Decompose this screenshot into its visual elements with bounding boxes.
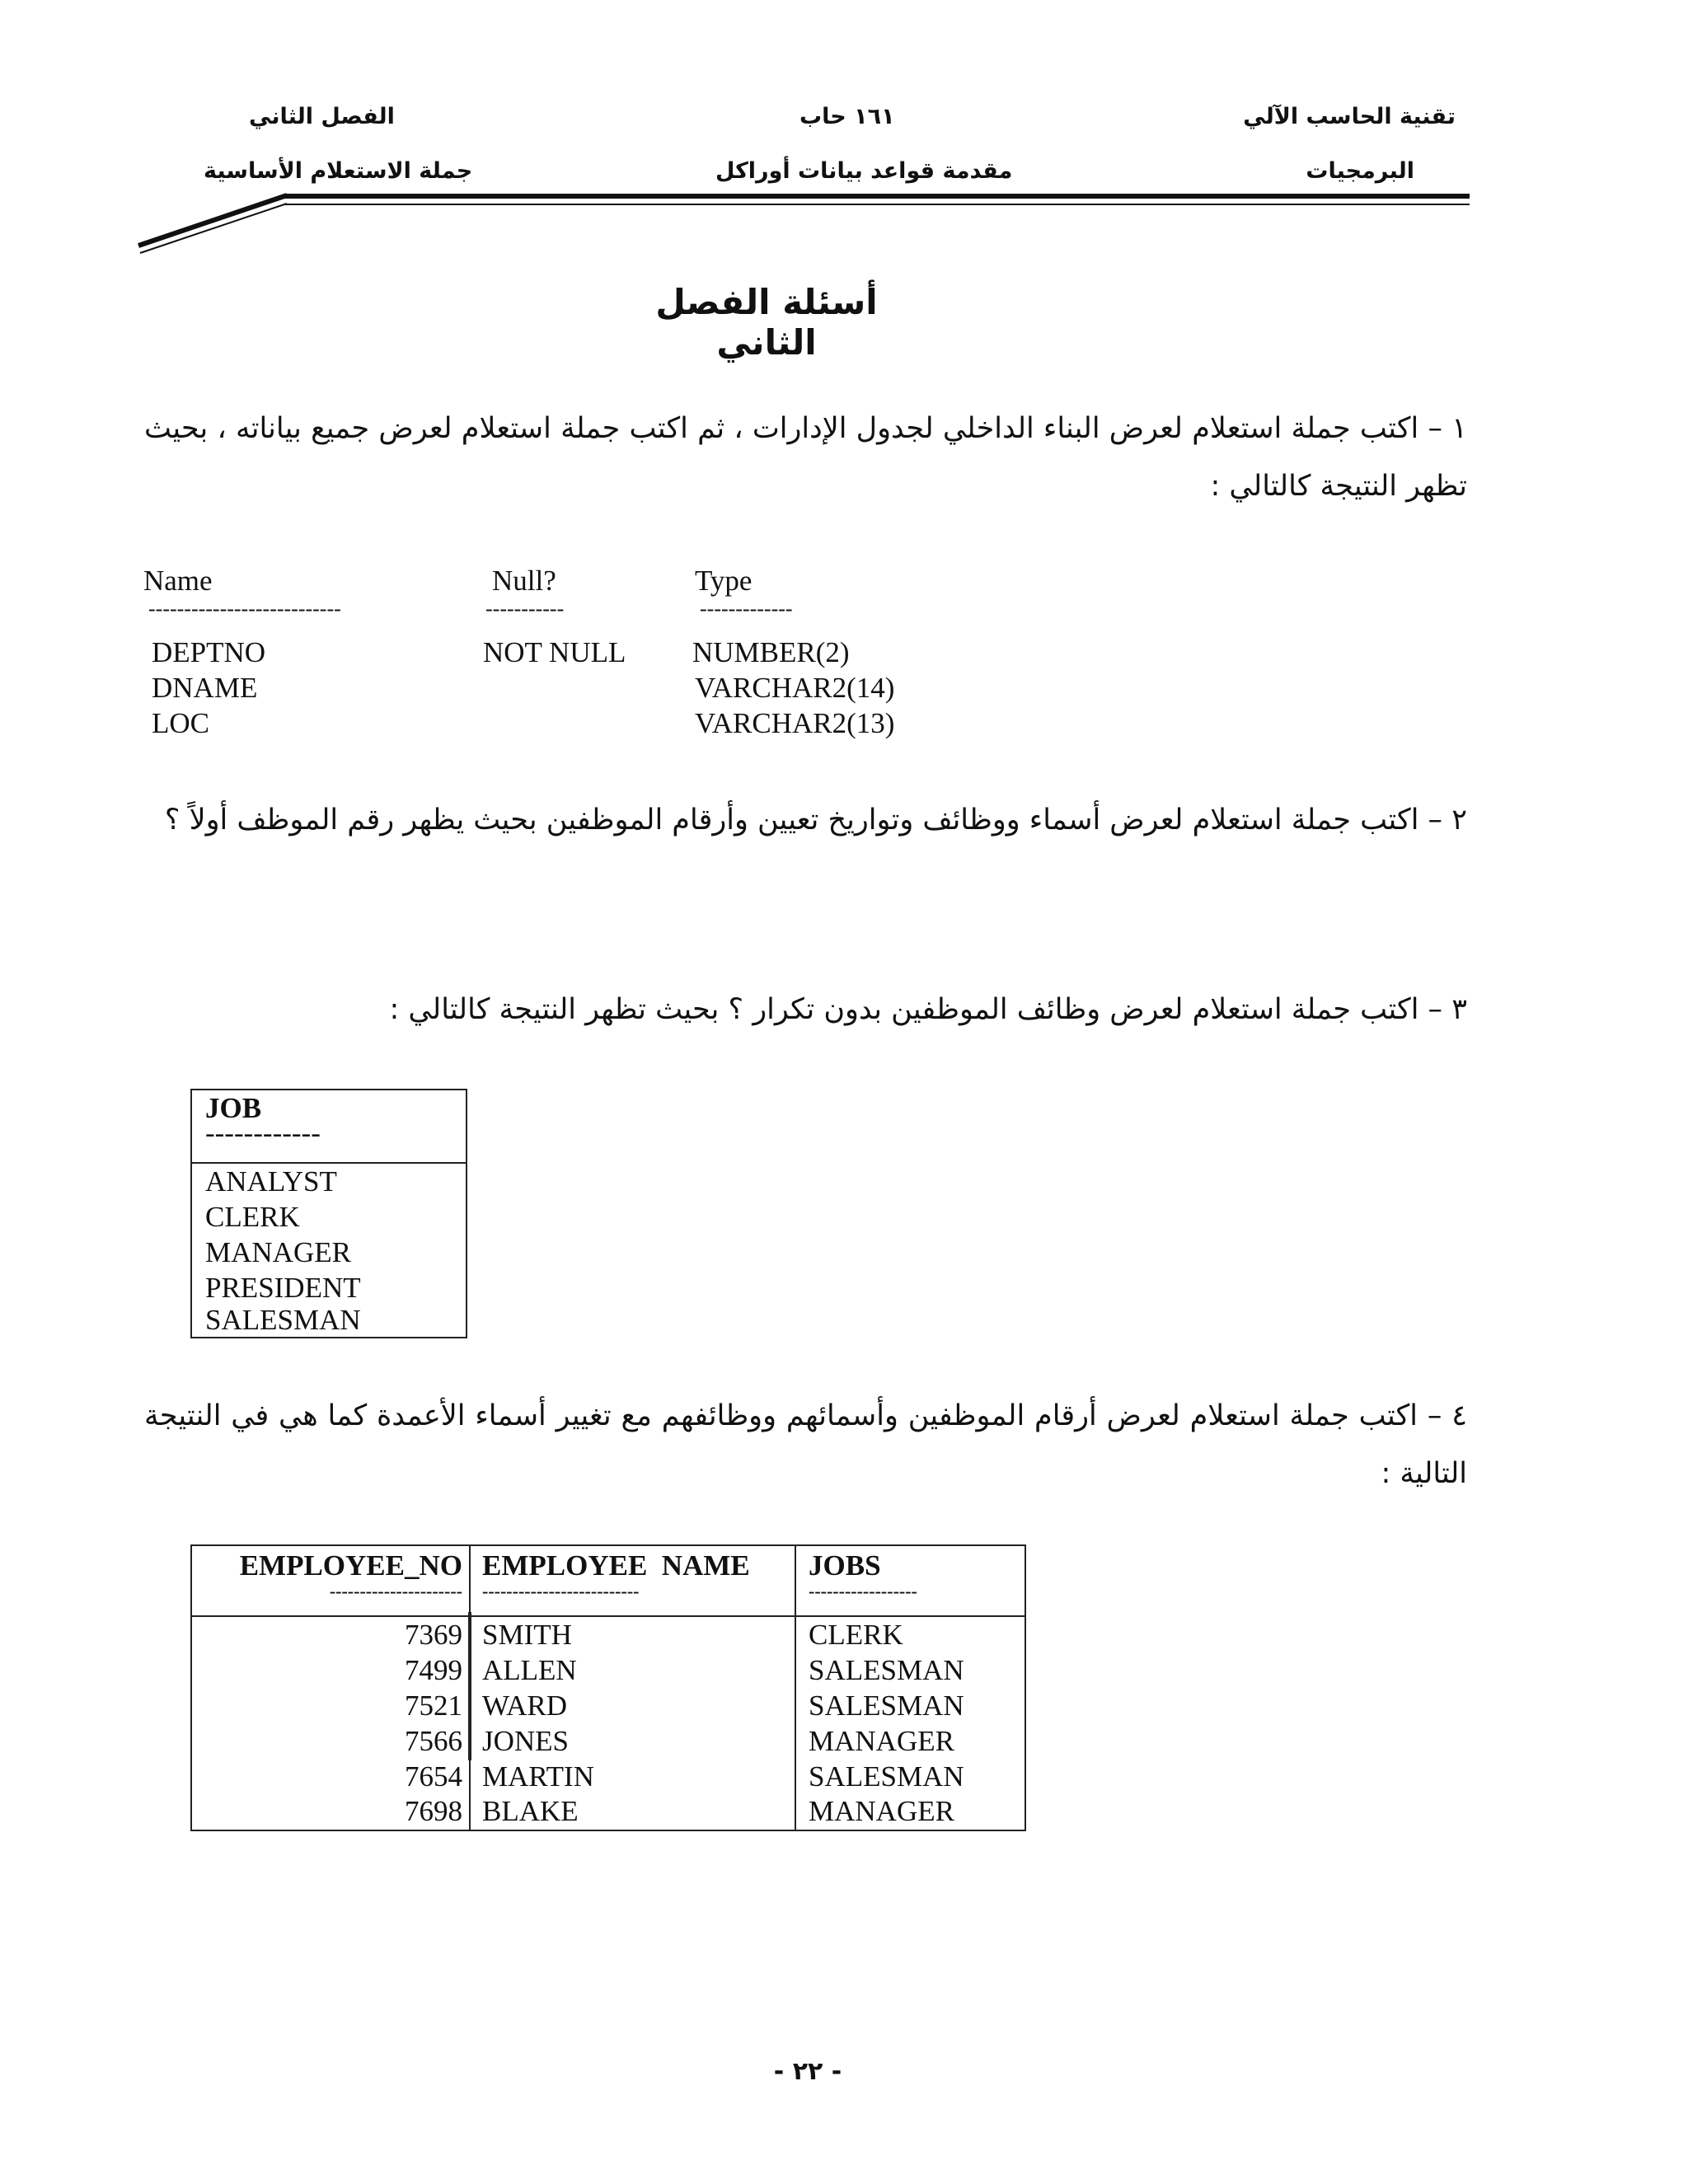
column-divider — [795, 1546, 796, 1830]
employee-no-cell: 7521 — [405, 1690, 462, 1722]
header-chapter-topic: جملة الاستعلام الأساسية — [204, 158, 473, 184]
employee-job-cell: MANAGER — [809, 1795, 954, 1827]
header-rule-thin — [284, 204, 1470, 205]
employee-no-cell: 7654 — [405, 1760, 462, 1793]
column-header-employee-no: EMPLOYEE_NO — [239, 1549, 462, 1582]
describe-row-name: DNAME — [152, 672, 258, 704]
describe-dashes-type: ------------- — [700, 597, 793, 621]
column-divider — [468, 1612, 471, 1760]
header-chapter: الفصل الثاني — [249, 104, 395, 129]
employee-result-table — [190, 1544, 1026, 1831]
job-row: CLERK — [205, 1201, 300, 1233]
column-dashes-jobs: ------------------ — [809, 1581, 917, 1601]
describe-header-name: Name — [143, 565, 213, 597]
employee-name-cell: MARTIN — [482, 1760, 594, 1793]
column-header-jobs: JOBS — [809, 1549, 881, 1582]
header-course-title: تقنية الحاسب الآلي — [1243, 104, 1456, 129]
describe-row-type: NUMBER(2) — [692, 636, 850, 668]
header-course-name: مقدمة قواعد بيانات أوراكل — [715, 158, 1013, 184]
employee-name-cell: JONES — [482, 1725, 570, 1757]
page-title: أسئلة الفصل الثاني — [655, 282, 878, 363]
job-row: MANAGER — [205, 1236, 351, 1268]
describe-row-type: VARCHAR2(14) — [695, 672, 895, 704]
employee-no-cell: 7566 — [405, 1725, 462, 1757]
employee-job-cell: MANAGER — [809, 1725, 954, 1757]
job-column-dashes: ------------ — [205, 1117, 321, 1149]
job-result-table — [190, 1089, 467, 1338]
describe-dashes-null: ----------- — [485, 597, 565, 621]
describe-row-type: VARCHAR2(13) — [695, 707, 895, 739]
job-row: SALESMAN — [205, 1304, 361, 1336]
employee-no-cell: 7369 — [405, 1619, 462, 1651]
describe-header-null: Null? — [492, 565, 556, 597]
describe-header-type: Type — [695, 565, 753, 597]
describe-row-name: DEPTNO — [152, 636, 266, 668]
employee-no-cell: 7698 — [405, 1795, 462, 1827]
question-1: ١ – اكتب جملة استعلام لعرض البناء الداخلي لجدول الإدارات ، ثم اكتب جملة استعلام لعرض جميع بياناته ، بحيث تظهر النتيجة كالتالي : — [144, 412, 1467, 503]
header-specialty: البرمجيات — [1306, 158, 1414, 184]
describe-row-name: LOC — [152, 707, 209, 739]
question-4: ٤ – اكتب جملة استعلام لعرض أرقام الموظفين وأسمائهم ووظائفهم مع تغيير أسماء الأعمدة كما هي في النتيجة التالية : — [144, 1399, 1467, 1490]
job-row: ANALYST — [205, 1165, 337, 1197]
employee-name-cell: BLAKE — [482, 1795, 579, 1827]
employee-name-cell: ALLEN — [482, 1654, 577, 1686]
employee-no-cell: 7499 — [405, 1654, 462, 1686]
question-2: ٢ – اكتب جملة استعلام لعرض أسماء ووظائف وتواريخ تعيين وأرقام الموظفين بحيث يظهر رقم الموظف أولاً ؟ — [164, 804, 1467, 837]
job-column-header: JOB — [205, 1092, 262, 1124]
employee-job-cell: CLERK — [809, 1619, 903, 1651]
employee-job-cell: SALESMAN — [809, 1690, 964, 1722]
header-course-code: ١٦١ حاب — [799, 104, 895, 129]
column-dashes-employee-name: -------------------------- — [482, 1581, 640, 1601]
describe-row-null: NOT NULL — [483, 636, 626, 668]
header-rule-thick — [284, 194, 1470, 199]
describe-dashes-name: --------------------------- — [148, 597, 341, 621]
header-rule-slant — [132, 188, 297, 262]
employee-name-cell: SMITH — [482, 1619, 572, 1651]
employee-name-cell: WARD — [482, 1690, 568, 1722]
job-row: PRESIDENT — [205, 1272, 361, 1304]
employee-job-cell: SALESMAN — [809, 1654, 964, 1686]
column-header-employee-name: EMPLOYEE NAME — [482, 1549, 750, 1582]
column-dashes-employee-no: ---------------------- — [329, 1581, 462, 1601]
question-3: ٣ – اكتب جملة استعلام لعرض وظائف الموظفين بدون تكرار ؟ بحيث تظهر النتيجة كالتالي : — [389, 993, 1467, 1026]
employee-job-cell: SALESMAN — [809, 1760, 964, 1793]
page-number: - ٢٢ - — [773, 2057, 842, 2086]
